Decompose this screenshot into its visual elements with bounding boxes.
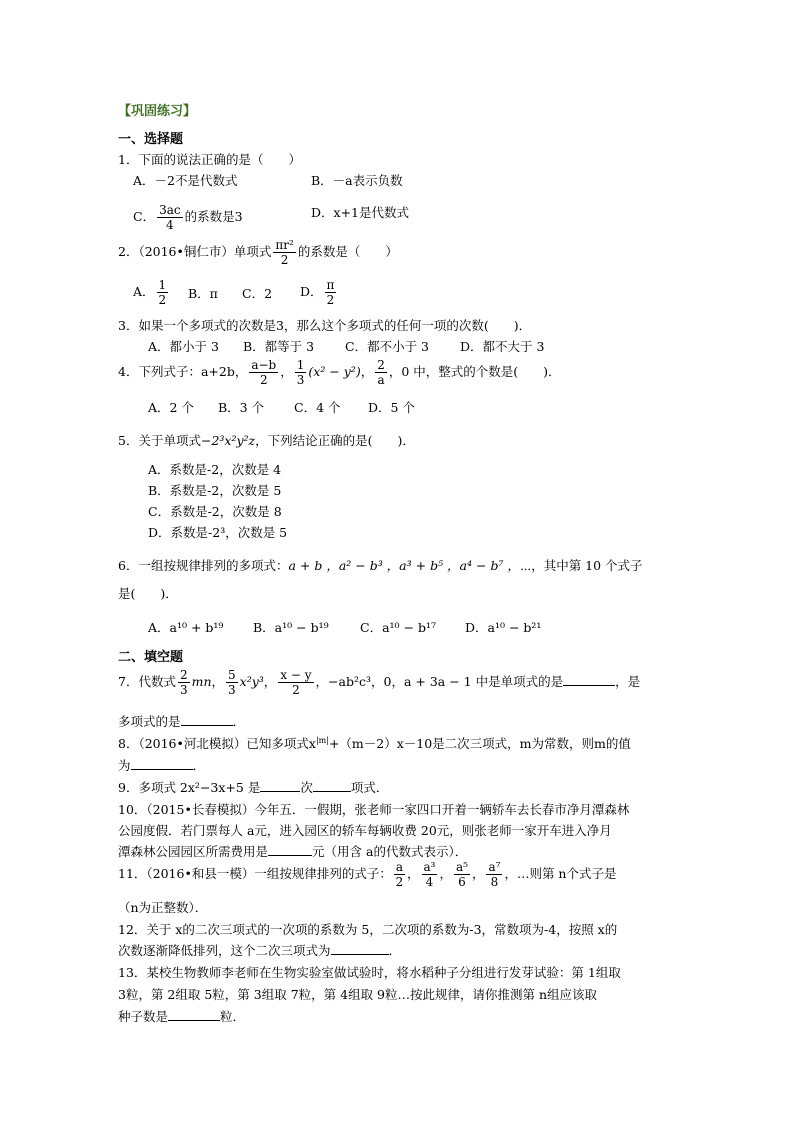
q7-line2-text: 多项式的是 xyxy=(118,714,181,729)
q2-denominator: 2 xyxy=(280,253,289,267)
q4-f2-denominator: 3 xyxy=(296,373,305,387)
q3-stem: 3．如果一个多项式的次数是3，那么这个多项式的任何一项的次数( )． xyxy=(118,318,532,333)
q4-fraction-2 xyxy=(295,358,307,387)
q12-blank[interactable] xyxy=(331,943,389,955)
q6-option-b: B．a¹⁰ − b¹⁹ xyxy=(253,620,329,635)
q6-pre: 6．一组按规律排列的多项式： xyxy=(118,558,289,573)
q6-stem-line2: 是( )． xyxy=(118,586,178,601)
q4-f3-numerator: 2 xyxy=(377,358,385,372)
section-choice: 一、选择题 xyxy=(118,132,184,147)
q1-c-label: C． xyxy=(133,209,156,224)
q2-option-c: C．2 xyxy=(242,286,273,301)
q4-option-d: D．5 个 xyxy=(368,400,415,415)
section-fill: 二、填空题 xyxy=(118,650,184,665)
q4-f3-denominator: a xyxy=(377,373,385,387)
q4-option-c: C．4 个 xyxy=(294,400,341,415)
q7-fraction-2 xyxy=(226,668,238,697)
q11-fraction-3 xyxy=(454,860,470,889)
q13-line2: 3粒，第 2组取 5粒，第 3组取 7粒，第 4组取 9粒…按此规律，请你推测第 n组应该取 xyxy=(118,987,598,1002)
q11-post: ，…则第 n个式子是 xyxy=(504,866,617,881)
q11-sep-2: ， xyxy=(439,866,452,881)
q12-line2 xyxy=(118,943,401,959)
q1-option-d: D．x+1是代数式 xyxy=(311,205,409,220)
q4-f2-post: (x² − y²) xyxy=(308,364,361,379)
q7-pre: 7．代数式 xyxy=(118,674,176,689)
q7-end: ，是 xyxy=(615,674,641,689)
q12-line1: 12．关于 x的二次三项式的一次项的系数为 5，二次项的系数为-3，常数项为-4，按照 x的 xyxy=(118,922,618,937)
q7-post: ，−ab²c³，0，a + 3a − 1 中是单项式的是 xyxy=(315,674,564,689)
q11-f1-numerator: a xyxy=(395,860,403,874)
q1-option-c xyxy=(133,203,243,232)
q7-sep-2: ， xyxy=(263,674,277,689)
q1-c-fraction xyxy=(157,203,183,232)
q10-line2: 公园度假．若门票每人 a元，进入园区的轿车每辆收费 20元，则张老师一家开车进入净月 xyxy=(118,823,612,838)
q7-f1-denominator: 3 xyxy=(179,683,188,697)
q6-option-d: D．a¹⁰ − b²¹ xyxy=(465,620,542,635)
q11-pre: 11．（2016•和县一模）一组按规律排列的式子： xyxy=(118,866,392,881)
q2-d-label: D． xyxy=(300,284,323,299)
q10-line3-pre: 潭森林公园园区所需费用是 xyxy=(118,844,269,859)
q4-fraction-1 xyxy=(249,358,278,387)
q7-f1-numerator: 2 xyxy=(179,668,188,682)
q8-superscript: |m| xyxy=(315,736,329,745)
q9-blank-1[interactable] xyxy=(260,780,300,792)
q13-line3-pre: 种子数是 xyxy=(118,1009,169,1024)
q6-stem xyxy=(118,558,643,574)
q7-fraction-1 xyxy=(178,668,190,697)
q6-post: ，其中第 10 个式子 xyxy=(531,558,643,573)
q4-f1-numerator: a−b xyxy=(251,358,277,372)
q2-d-fraction xyxy=(325,278,337,307)
q4-pre: 4．下列式子：a+2b， xyxy=(118,364,248,379)
q11-f2-numerator: a³ xyxy=(423,860,436,874)
q9-mid: 次 xyxy=(300,780,313,795)
q3-option-c: C．都不小于 3 xyxy=(345,339,429,354)
q5-option-c: C．系数是-2，次数是 8 xyxy=(148,504,282,519)
q10-blank[interactable] xyxy=(268,844,312,856)
q11-f4-numerator: a⁷ xyxy=(488,860,501,874)
q12-line2-pre: 次数逐渐降低排列，这个二次三项式为 xyxy=(118,943,331,958)
q7-line2-end: ． xyxy=(232,714,246,729)
q7-sep-1: ， xyxy=(211,674,225,689)
q12-line2-post: ． xyxy=(388,943,402,958)
q5-option-b: B．系数是-2，次数是 5 xyxy=(148,483,282,498)
q7-f3-numerator: x − y xyxy=(280,668,312,682)
q9-stem xyxy=(118,780,388,796)
q3-option-a: A．都小于 3 xyxy=(148,339,219,354)
q5-stem xyxy=(118,433,415,449)
q2-pre: 2．（2016•铜仁市）单项式 xyxy=(118,244,272,259)
q2-a-numerator: 1 xyxy=(158,278,167,292)
q7-f2-post: x²y³ xyxy=(239,674,264,689)
q4-f2-numerator: 1 xyxy=(296,358,305,372)
q2-d-numerator: π xyxy=(326,278,335,292)
q10-line3 xyxy=(118,844,467,860)
q5-option-a: A．系数是-2，次数是 4 xyxy=(148,462,282,477)
q13-blank[interactable] xyxy=(168,1009,220,1021)
q7-line2 xyxy=(118,714,245,730)
q2-a-label: A． xyxy=(133,284,155,299)
q7-fraction-3 xyxy=(278,668,313,697)
q2-post: 的系数是（ ） xyxy=(297,244,398,259)
q4-sep-2: ， xyxy=(360,364,374,379)
q11-sep-1: ， xyxy=(407,866,420,881)
q4-option-a: A．2 个 xyxy=(148,400,194,415)
q8-line2-end: ． xyxy=(192,758,206,773)
q6-option-a: A．a¹⁰ + b¹⁹ xyxy=(148,620,224,635)
q11-f2-denominator: 4 xyxy=(425,875,434,889)
q11-fraction-4 xyxy=(486,860,502,889)
q2-fraction xyxy=(273,238,295,267)
q2-option-d xyxy=(300,278,338,307)
q1-option-a: A．－2不是代数式 xyxy=(133,173,238,188)
q1-c-post: 的系数是3 xyxy=(184,209,243,224)
q8-line2-pre: 为 xyxy=(118,758,131,773)
q2-numerator: πr² xyxy=(275,238,294,252)
q9-blank-2[interactable] xyxy=(313,780,351,792)
q11-fraction-1 xyxy=(394,860,405,889)
q7-blank-1[interactable] xyxy=(563,674,615,686)
q11-line2: （n为正整数）． xyxy=(118,900,208,915)
q4-sep-1: ， xyxy=(280,364,293,379)
q8-part-b: +（m－2）x－10是二次三项式，m为常数，则m的值 xyxy=(328,736,631,751)
q5-expression: −2³x²y²z xyxy=(200,433,256,448)
q13-line3-post: 粒． xyxy=(220,1009,246,1024)
q7-blank-2[interactable] xyxy=(181,714,233,726)
q11-sep-3: ， xyxy=(471,866,485,881)
q13-line1: 13．某校生物教师李老师在生物实验室做试验时，将水稻种子分组进行发芽试验：第 1组取 xyxy=(118,965,621,980)
q4-post: ，0 中，整式的个数是( )． xyxy=(388,364,561,379)
q9-post: 项式． xyxy=(350,780,389,795)
q6-option-c: C．a¹⁰ − b¹⁷ xyxy=(360,620,436,635)
q11-f1-denominator: 2 xyxy=(395,875,404,889)
q2-d-denominator: 2 xyxy=(326,293,335,307)
q2-option-b: B．π xyxy=(188,286,218,301)
q11-f3-denominator: 6 xyxy=(458,875,466,889)
q6-expression: a + b ，a² − b³ ，a³ + b⁵ ，a⁴ − b⁷ ，⋯ xyxy=(288,558,532,573)
q2-option-a xyxy=(133,278,170,307)
q8-line1 xyxy=(118,736,688,752)
q8-blank[interactable] xyxy=(131,758,193,770)
q5-pre: 5．关于单项式 xyxy=(118,433,201,448)
q3-option-d: D．都不大于 3 xyxy=(460,339,545,354)
q1-c-denominator: 4 xyxy=(166,218,174,232)
q11-fraction-2 xyxy=(422,860,438,889)
q2-stem xyxy=(118,238,398,270)
q13-line3 xyxy=(118,1009,245,1025)
q10-line1: 10．（2015•长春模拟）今年五．一假期，张老师一家四口开着一辆轿车去长春市净月潭森林 xyxy=(118,802,630,817)
q4-f1-denominator: 2 xyxy=(259,373,268,387)
q2-a-fraction xyxy=(157,278,169,307)
q7-f1-post: mn xyxy=(191,674,212,689)
heading: 【巩固练习】 xyxy=(118,104,197,119)
q11-stem xyxy=(118,860,616,896)
q11-f3-numerator: a⁵ xyxy=(456,860,468,874)
q1-option-b: B．－a表示负数 xyxy=(311,173,403,188)
q5-option-d: D．系数是-2³，次数是 5 xyxy=(148,525,288,540)
q7-f3-denominator: 2 xyxy=(292,683,300,697)
q7-f2-denominator: 3 xyxy=(228,683,236,697)
q4-fraction-3 xyxy=(375,358,387,387)
q7-stem xyxy=(118,668,640,704)
q1-c-numerator: 3ac xyxy=(159,203,181,217)
q7-f2-numerator: 5 xyxy=(228,668,236,682)
q1-stem: 1．下面的说法正确的是（ ） xyxy=(118,152,301,167)
q8-part-a: 8．（2016•河北模拟）已知多项式x xyxy=(118,736,316,751)
q2-a-denominator: 2 xyxy=(158,293,167,307)
q3-option-b: B．都等于 3 xyxy=(243,339,315,354)
q4-stem xyxy=(118,358,561,392)
q9-pre: 9．多项式 2x²−3x+5 是 xyxy=(118,780,261,795)
q8-line2 xyxy=(118,758,205,774)
q11-f4-denominator: 8 xyxy=(490,875,499,889)
q10-line3-post: 元（用含 a的代数式表示）． xyxy=(312,844,468,859)
q4-option-b: B．3 个 xyxy=(218,400,265,415)
q5-post: ，下列结论正确的是( )． xyxy=(255,433,415,448)
